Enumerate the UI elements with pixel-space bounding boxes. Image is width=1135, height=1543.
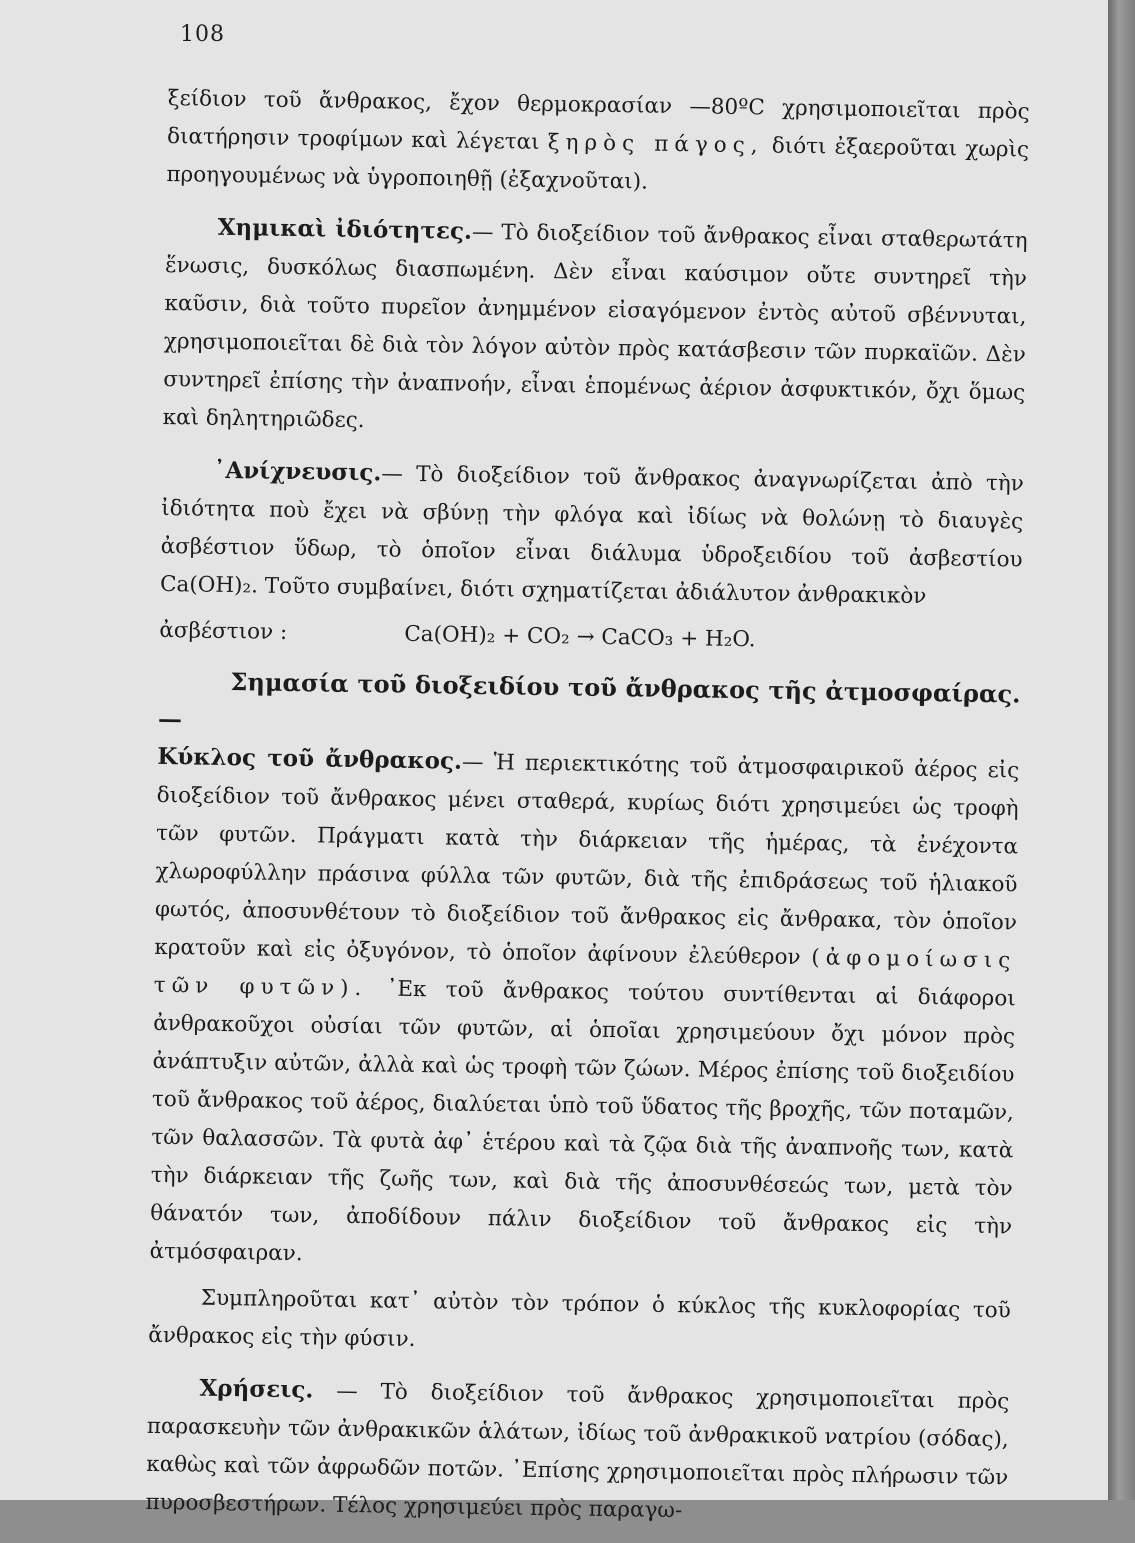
assimilation-term: (ἀφομοίωσις τῶν φυτῶν). — [153, 945, 1017, 1002]
detection-formula: Ca(OH)₂. — [159, 571, 259, 599]
equation-label: ἀσβέστιον : — [159, 617, 288, 645]
chemical-properties-heading: Χημικαὶ ἰδιότητες. — [217, 213, 473, 245]
carbon-cycle-heading: Κύκλος τοῦ ἄνθρακος. — [157, 742, 463, 775]
cycle-summary-paragraph: Συμπληροῦται κατ᾿ αὐτὸν τὸν τρόπον ὁ κύκλος τῆς κυκλοφορίας τοῦ ἄνθρακος εἰς τὴν φύσιν. — [148, 1285, 1011, 1353]
detection-text-2: Τοῦτο συμβαίνει, διότι σχηματίζεται ἀδιάλυτον ἀνθρακικὸν — [264, 573, 927, 609]
page-edge-shadow — [1108, 0, 1135, 1500]
carbon-cycle-text-2: ᾿Εκ τοῦ ἄνθρακος τούτου συντίθενται αἱ διάφοροι ἀνθρακοῦχοι οὐσίαι τῶν φυτῶν, αἱ ὁποῖαι χρησιμεύουν ὄχι μόνον πρὸς ἀνάπτυξιν αὐτῶν, ἀλλὰ καὶ ὡς τροφὴ τῶν ζώων. Μέρος ἐπίσης τοῦ διοξειδίου τοῦ ἄνθρακος τοῦ ἀέρος, διαλύεται ὑπὸ τοῦ ὕδατος τῆς βροχῆς, τῶν ποταμῶν, τῶν θαλασσῶν. Τὰ φυτὰ ἀφ᾿ ἑτέρου καὶ τὰ ζῷα διὰ τῆς ἀναπνοῆς των, κατὰ τὴν διάρκειαν τῆς ζωῆς των, καὶ διὰ τῆς ἀποσυνθέσεώς των, μετὰ τὸν θάνατόν των, ἀποδίδουν πάλιν διοξείδιον τοῦ ἄνθρακος εἰς τὴν ἀτμόσφαιραν. — [149, 976, 1016, 1267]
uses-paragraph — [145, 1369, 1009, 1536]
detection-text: — Τὸ διοξείδιον τοῦ ἄνθρακος ἀναγνωρίζεται ἀπὸ τὴν ἰδιότητα ποὺ ἔχει νὰ σβύνῃ τὴν φλόγα καὶ ἰδίως νὰ θολώνῃ τὸ διαυγὲς ἀσβέστιον ὕδωρ, τὸ ὁποῖον εἶναι διάλυμα ὑδροξειδίου τοῦ ἀσβεστίου — [160, 461, 1024, 573]
chemical-properties-paragraph — [162, 208, 1027, 451]
intro-paragraph — [166, 80, 1030, 208]
page-content — [145, 80, 1030, 1543]
uses-text: — Τὸ διοξείδιον τοῦ ἄνθρακος χρησιμοποιεῖται πρὸς παρασκευὴν τῶν ἀνθρακικῶν ἁλάτων, ἰδίως τοῦ ἀνθρακικοῦ νατρίου (σόδας), καθὼς καὶ τῶν ἀφρωδῶν ποτῶν. ᾿Επίσης χρησιμοποιεῖται πρὸς πλήρωσιν τῶν πυροσβεστήρων. Τέλος χρησιμεύει πρὸς παραγω- — [145, 1378, 1010, 1524]
reaction-equation-line — [159, 612, 1021, 664]
intro-text: ξείδιον τοῦ ἄνθρακος, ἔχον θερμοκρασίαν —80ºC χρησιμοποιεῖται πρὸς διατήρησιν τροφίμων καὶ λέγεται — [166, 85, 1030, 155]
significance-heading: Σημασία τοῦ διοξειδίου τοῦ ἄνθρακος τῆς ἀτμοσφαίρας.— — [157, 667, 1021, 734]
detection-paragraph — [160, 451, 1024, 618]
chemical-properties-text: — Τὸ διοξείδιον τοῦ ἄνθρακος εἶναι σταθερωτάτη ἕνωσις, δυσκόλως διασπωμένη. Δὲν εἶναι καύσιμον οὔτε συντηρεῖ τὴν καῦσιν, διὰ τοῦτο πυρεῖον ἀνημμένον εἰσαγόμενον ἐντὸς αὐτοῦ σβέννυται, χρησιμοποιεῖται δὲ διὰ τὸν λόγον αὐτὸν πρὸς κατάσβεσιν τῶν πυρκαϊῶν. Δὲν συντηρεῖ ἐπίσης τὴν ἀναπνοήν, εἶναι ἑπομένως ἀέριον ἀσφυκτικόν, ὄχι ὅμως καὶ δηλητηριῶδες. — [162, 219, 1028, 434]
detection-heading: ᾿Ανίχνευσις. — [213, 456, 382, 487]
carbon-cycle-paragraph — [149, 738, 1019, 1284]
intro-text-end: διότι ἐξαεροῦται χωρὶς προηγουμένως νὰ ὑγροποιηθῇ (ἐξαχνοῦται). — [166, 133, 1030, 195]
carbon-cycle-text: — Ἡ περιεκτικότης τοῦ ἀτμοσφαιρικοῦ ἀέρος εἰς διοξείδιον τοῦ ἄνθρακος μένει σταθερά, κυρίως διότι χρησιμεύει ὡς τροφὴ τῶν φυτῶν. Πράγματι κατὰ τὴν διάρκειαν τῆς ἡμέρας, τὰ ἐνέχοντα χλωροφύλλην πράσινα φύλλα τῶν φυτῶν, διὰ τῆς ἐπιδράσεως τοῦ ἡλιακοῦ φωτός, ἀποσυνθέτουν τὸ διοξείδιον τοῦ ἄνθρακος εἰς ἄνθρακα, τὸν ὁποῖον κρατοῦν καὶ εἰς ὀξυγόνον, τὸ ὁποῖον ἀφίνουν ἐλεύθερον — [154, 749, 1020, 971]
page-number: 108 — [180, 22, 225, 47]
intro-term: ξηρὸς πάγος, — [547, 129, 764, 159]
uses-heading: Χρήσεις. — [199, 1374, 314, 1404]
reaction-equation: Ca(OH)₂ + CO₂ → CaCO₃ + H₂O. — [404, 621, 756, 653]
